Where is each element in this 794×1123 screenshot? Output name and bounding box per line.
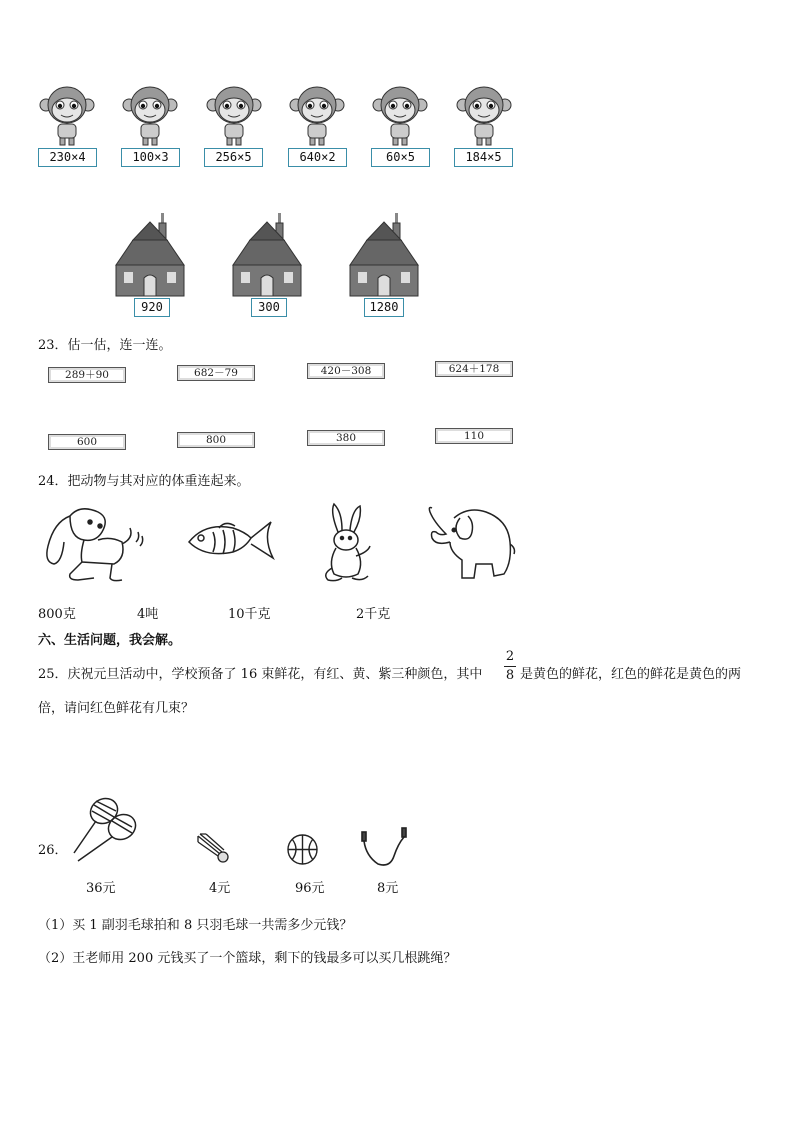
estimate-expression-box[interactable]: 289＋90 [48,367,126,383]
weight-label[interactable]: 800克 [38,607,76,622]
monkey-icon [206,83,262,147]
price-label: 8元 [377,881,399,896]
q26-subquestion-2: （2）王老师用 200 元钱买了一个篮球，剩下的钱最多可以买几根跳绳？ [38,951,457,966]
estimate-expression-box[interactable]: 624＋178 [435,361,513,377]
q23-title: 23．估一估，连一连。 [38,338,172,353]
fish-icon [185,516,275,564]
house-icon [113,210,187,298]
weight-label[interactable]: 2千克 [356,607,391,622]
q25-line1-part1: 25．庆祝元旦活动中，学校预备了 16 束鲜花，有红、黄、紫三种颜色，其中 [38,667,483,682]
house-icon [347,210,421,298]
estimate-result-box[interactable]: 600 [48,434,126,450]
expression-box: 640×2 [288,148,347,167]
price-label: 4元 [209,881,231,896]
house-value-box: 300 [251,298,287,317]
price-label: 96元 [295,881,325,896]
monkey-icon [372,83,428,147]
monkey-icon [289,83,345,147]
q26-number: 26． [38,843,68,858]
q25-line1-part2: 是黄色的鲜花，红色的鲜花是黄色的两 [520,667,742,682]
estimate-result-box[interactable]: 800 [177,432,255,448]
q25-line2: 倍，请问红色鲜花有几束？ [38,701,195,716]
fraction-bar [504,666,516,667]
weight-label[interactable]: 10千克 [228,607,271,622]
monkey-icon [39,83,95,147]
expression-box: 184×5 [454,148,513,167]
q24-title: 24．把动物与其对应的体重连起来。 [38,474,250,489]
elephant-icon [424,502,516,584]
house-value-box: 1280 [364,298,404,317]
estimate-expression-box[interactable]: 420－308 [307,363,385,379]
expression-box: 60×5 [371,148,430,167]
q26-subquestion-1: （1）买 1 副羽毛球拍和 8 只羽毛球一共需多少元钱？ [38,918,353,933]
dog-icon [40,502,144,584]
estimate-result-box[interactable]: 110 [435,428,513,444]
badminton-racket-icon [68,793,142,865]
monkey-icon [456,83,512,147]
expression-box: 256×5 [204,148,263,167]
house-icon [230,210,304,298]
section-six-title: 六、生活问题，我会解。 [38,633,182,648]
jump-rope-icon [360,826,412,868]
price-label: 36元 [86,881,116,896]
weight-label[interactable]: 4吨 [137,607,159,622]
house-value-box: 920 [134,298,170,317]
monkey-icon [122,83,178,147]
fraction-denominator: 8 [505,668,515,683]
estimate-result-box[interactable]: 380 [307,430,385,446]
expression-box: 100×3 [121,148,180,167]
fraction-numerator: 2 [505,649,515,664]
basketball-icon [286,833,319,866]
shuttlecock-icon [196,832,230,866]
expression-box: 230×4 [38,148,97,167]
rabbit-icon [318,502,376,586]
estimate-expression-box[interactable]: 682－79 [177,365,255,381]
